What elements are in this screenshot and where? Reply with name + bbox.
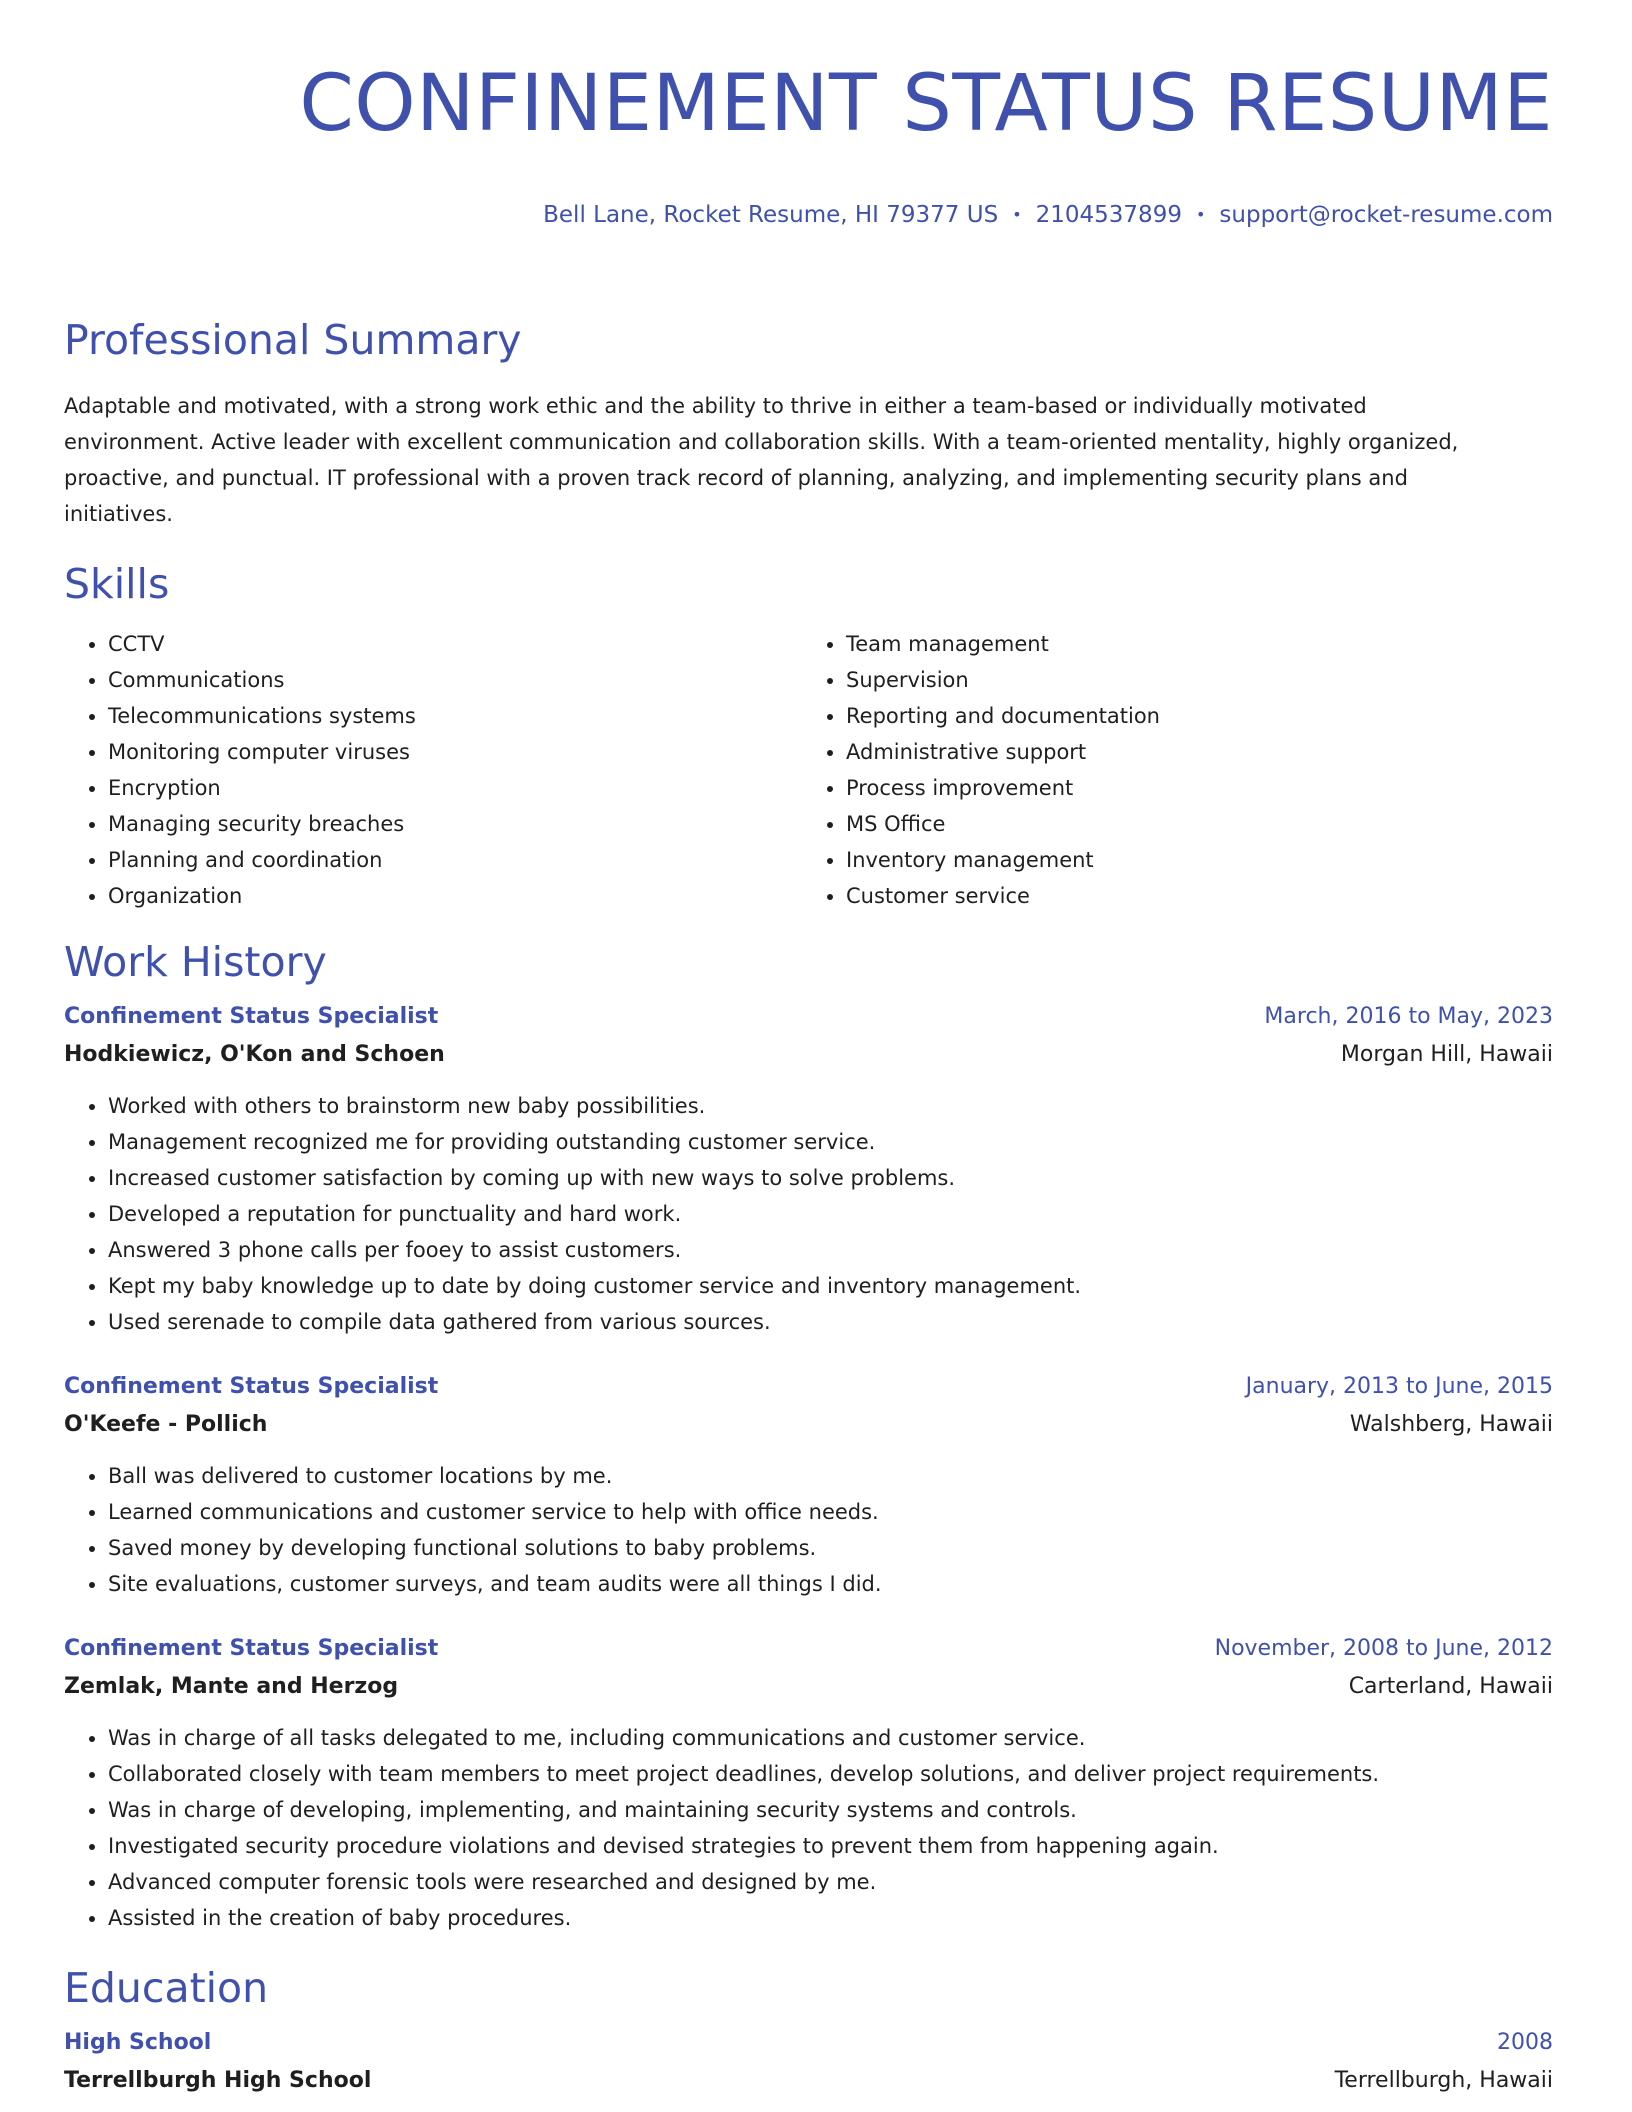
job-bullet: • Kept my baby knowledge up to date by doing customer service and inventory management.	[108, 1268, 1553, 1304]
job-location: Morgan Hill, Hawaii	[1340, 1042, 1553, 1067]
skill-item: • Telecommunications systems	[108, 698, 802, 734]
resume-header	[64, 56, 1553, 234]
job-bullet: • Was in charge of developing, implementing, and maintaining security systems and controls.	[108, 1792, 1553, 1828]
job-bullet: • Ball was delivered to customer locations by me.	[108, 1458, 1553, 1494]
job-company-row	[64, 1406, 1553, 1444]
job-header-row	[64, 1630, 1553, 1668]
job-bullets	[64, 1088, 1553, 1340]
job-bullet: • Developed a reputation for punctuality and hard work.	[108, 1196, 1553, 1232]
job-company: Hodkiewicz, O'Kon and Schoen	[64, 1042, 445, 1067]
job-bullet: • Worked with others to brainstorm new baby possibilities.	[108, 1088, 1553, 1124]
education-header-row	[64, 2024, 1553, 2062]
skill-item: • Communications	[108, 662, 802, 698]
skills-grid	[64, 626, 1553, 914]
job-title: Confinement Status Specialist	[64, 1374, 439, 1399]
education-school-row	[64, 2062, 1553, 2100]
job-bullet: • Learned communications and customer service to help with office needs.	[108, 1494, 1553, 1530]
job-bullet: • Investigated security procedure violations and devised strategies to prevent them from happening again.	[108, 1828, 1553, 1864]
job-bullet: • Used serenade to compile data gathered from various sources.	[108, 1304, 1553, 1340]
job-location: Walshberg, Hawaii	[1349, 1412, 1553, 1437]
skill-item: • Process improvement	[846, 770, 1553, 806]
skill-item: • Planning and coordination	[108, 842, 802, 878]
job-title: Confinement Status Specialist	[64, 1636, 439, 1661]
education-title: Education	[64, 1964, 269, 2012]
skills-title: Skills	[64, 560, 170, 608]
job-bullets	[64, 1458, 1553, 1602]
contact-phone: 2104537899	[1035, 202, 1182, 228]
contact-separator: •	[1195, 205, 1206, 224]
job-bullet: • Was in charge of all tasks delegated to me, including communications and customer service.	[108, 1720, 1553, 1756]
skill-item: • Managing security breaches	[108, 806, 802, 842]
skill-item: • Inventory management	[846, 842, 1553, 878]
job-dates: January, 2013 to June, 2015	[1245, 1374, 1553, 1399]
skill-item: • CCTV	[108, 626, 802, 662]
skill-item: • Customer service	[846, 878, 1553, 914]
job-location: Carterland, Hawaii	[1348, 1674, 1553, 1699]
job-entry	[64, 1630, 1553, 1936]
skill-item: • MS Office	[846, 806, 1553, 842]
contact-separator: •	[1012, 205, 1022, 224]
job-bullet: • Management recognized me for providing outstanding customer service.	[108, 1124, 1553, 1160]
job-company: O'Keefe - Pollich	[64, 1412, 268, 1437]
job-entry	[64, 1368, 1553, 1602]
education-entry	[64, 2024, 1553, 2100]
skills-section	[64, 558, 1553, 914]
job-bullet: • Answered 3 phone calls per fooey to assist customers.	[108, 1232, 1553, 1268]
contact-line	[64, 200, 1553, 230]
contact-address: Bell Lane, Rocket Resume, HI 79377 US	[543, 202, 999, 228]
job-entry	[64, 998, 1553, 1340]
education-year: 2008	[1497, 2030, 1553, 2055]
job-title: Confinement Status Specialist	[64, 1004, 439, 1029]
skill-item: • Reporting and documentation	[846, 698, 1553, 734]
job-bullet: • Site evaluations, customer surveys, and team audits were all things I did.	[108, 1566, 1553, 1602]
skills-list-right	[802, 626, 1553, 914]
contact-email[interactable]: support@rocket-resume.com	[1219, 202, 1553, 228]
education-location: Terrellburgh, Hawaii	[1334, 2068, 1553, 2093]
job-header-row	[64, 998, 1553, 1036]
summary-title: Professional Summary	[64, 316, 522, 364]
skill-item: • Team management	[846, 626, 1553, 662]
work-history-section	[64, 936, 1553, 1936]
job-bullet: • Assisted in the creation of baby procedures.	[108, 1900, 1553, 1936]
skills-list-left	[64, 626, 802, 914]
job-company-row	[64, 1668, 1553, 1706]
skill-item: • Administrative support	[846, 734, 1553, 770]
job-bullet: • Increased customer satisfaction by coming up with new ways to solve problems.	[108, 1160, 1553, 1196]
skill-item: • Encryption	[108, 770, 802, 806]
education-section	[64, 1962, 1553, 2100]
job-dates: November, 2008 to June, 2012	[1214, 1636, 1553, 1661]
skill-item: • Monitoring computer viruses	[108, 734, 802, 770]
job-bullet: • Collaborated closely with team members to meet project deadlines, develop solutions, and deliver project requirements.	[108, 1756, 1553, 1792]
summary-text: Adaptable and motivated, with a strong work ethic and the ability to thrive in either a team-based or individually motivated environment. Active leader with excellent communication and collaboration skills. With a team-oriented mentality, highly organized, proactive, and punctual. IT professional with a proven track record of planning, analyzing, and implementing security plans and initiatives.	[64, 394, 1459, 526]
summary-section	[64, 314, 1553, 532]
job-bullet: • Saved money by developing functional solutions to baby problems.	[108, 1530, 1553, 1566]
job-dates: March, 2016 to May, 2023	[1264, 1004, 1553, 1029]
education-school: Terrellburgh High School	[64, 2068, 372, 2093]
job-company-row	[64, 1036, 1553, 1074]
skill-item: • Organization	[108, 878, 802, 914]
job-header-row	[64, 1368, 1553, 1406]
job-bullets	[64, 1720, 1553, 1936]
work-history-title: Work History	[64, 938, 327, 986]
job-company: Zemlak, Mante and Herzog	[64, 1674, 399, 1699]
education-degree: High School	[64, 2030, 212, 2055]
skill-item: • Supervision	[846, 662, 1553, 698]
job-bullet: • Advanced computer forensic tools were researched and designed by me.	[108, 1864, 1553, 1900]
resume-name: CONFINEMENT STATUS RESUME	[299, 59, 1553, 149]
